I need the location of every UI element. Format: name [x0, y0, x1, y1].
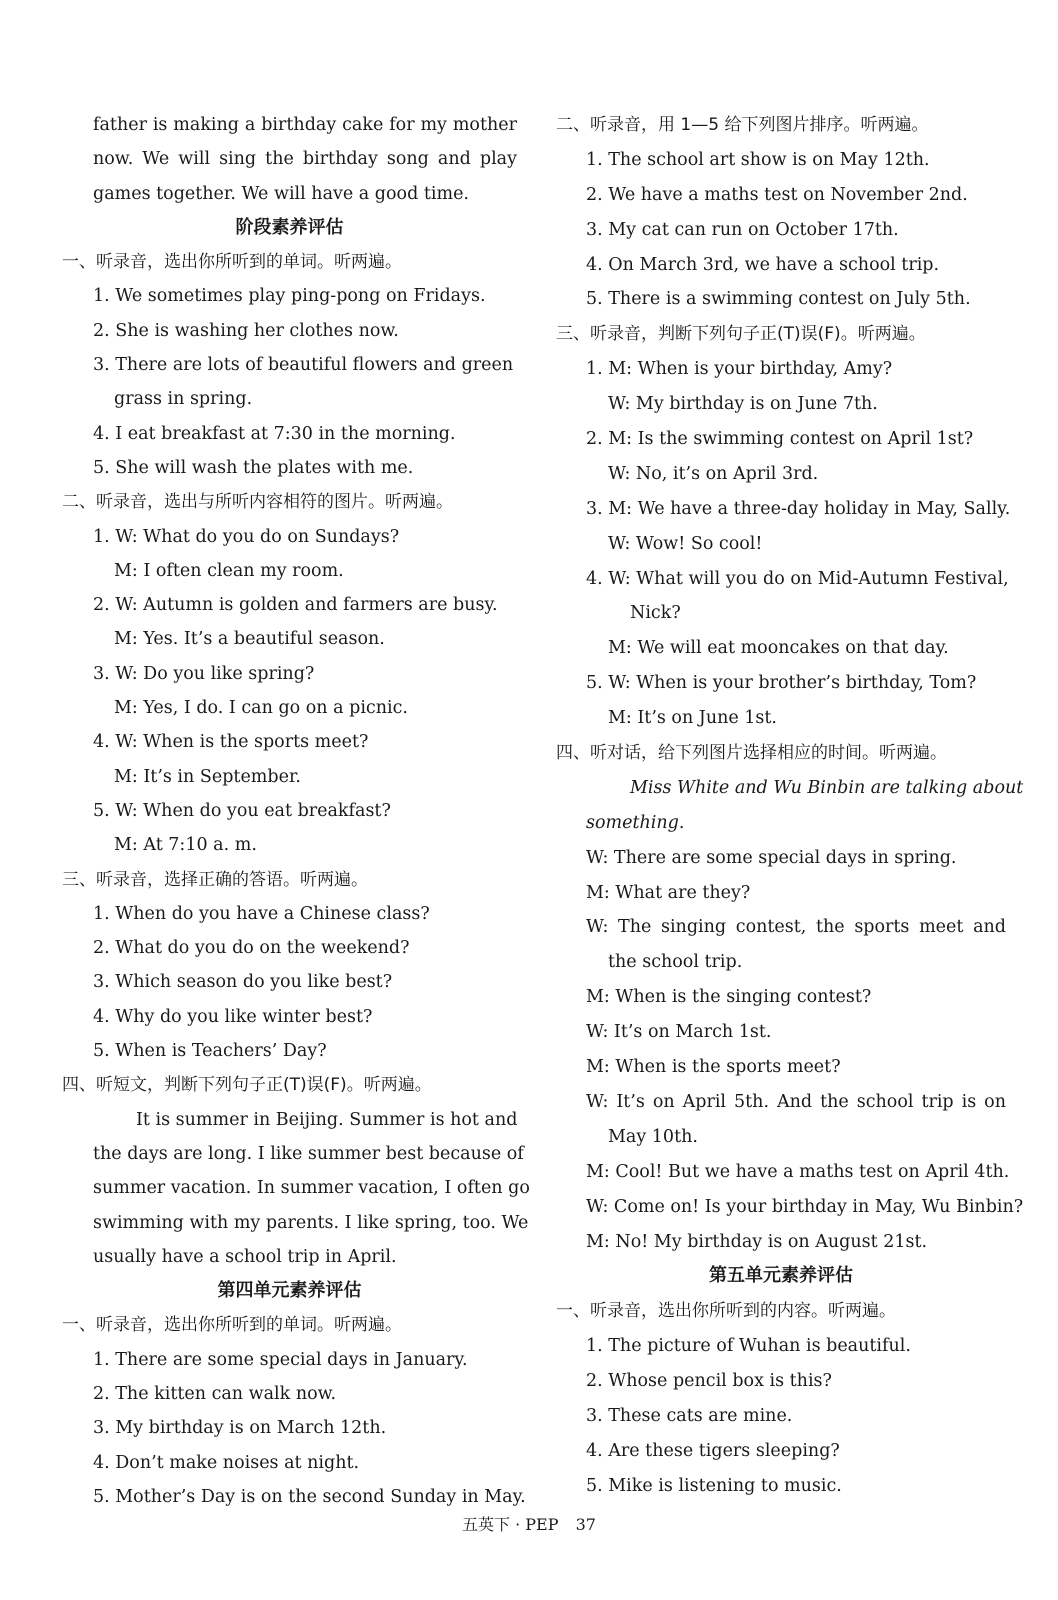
right-text-line: M: When is the sports meet?	[586, 1057, 841, 1078]
right-column	[556, 108, 1024, 1504]
left-text-line: M: Yes. It’s a beautiful season.	[114, 629, 385, 650]
right-text-line: Nick?	[630, 603, 681, 624]
left-text-line: 1. When do you have a Chinese class?	[93, 903, 430, 924]
left-text-line: 3. Which season do you like best?	[93, 972, 393, 993]
right-text-line: 4. Are these tigers sleeping?	[586, 1440, 840, 1461]
left-text-line: grass in spring.	[114, 389, 253, 410]
right-text-line: M: No! My birthday is on August 21st.	[586, 1231, 928, 1252]
left-text-line: 2. She is washing her clothes now.	[93, 320, 399, 341]
left-text-line: 4. W: When is the sports meet?	[93, 732, 369, 753]
right-text-line: W: Come on! Is your birthday in May, Wu Binbin?	[586, 1196, 1024, 1217]
left-text-line: M: At 7:10 a. m.	[114, 835, 257, 856]
left-text-line: summer vacation. In summer vacation, I often go	[93, 1178, 530, 1199]
right-text-line: 3. My cat can run on October 17th.	[586, 219, 899, 240]
right-text-line: M: It’s on June 1st.	[608, 708, 777, 729]
right-text-line: M: We will eat mooncakes on that day.	[608, 638, 949, 659]
left-question-heading: 一、听录音，选出你所听到的单词。听两遍。	[62, 1315, 402, 1336]
left-text-line: father is making a birthday cake for my mother	[93, 115, 517, 135]
right-text-line: 3. M: We have a three-day holiday in May, Sally.	[586, 498, 1011, 519]
left-text-line: 2. W: Autumn is golden and farmers are busy.	[93, 595, 498, 616]
left-text-line: 1. There are some special days in January.	[93, 1349, 468, 1370]
left-section-heading: 阶段素养评估	[235, 216, 344, 238]
left-text-line: 1. W: What do you do on Sundays?	[93, 526, 400, 547]
right-text-line: 4. On March 3rd, we have a school trip.	[586, 254, 940, 275]
left-text-line: 1. We sometimes play ping-pong on Fridays.	[93, 286, 486, 307]
right-text-line: 5. Mike is listening to music.	[586, 1475, 842, 1496]
left-text-line: the days are long. I like summer best because of	[93, 1143, 524, 1164]
right-text-line: W: My birthday is on June 7th.	[608, 394, 878, 415]
left-text-line: 4. I eat breakfast at 7:30 in the morning.	[93, 423, 456, 444]
left-text-line: swimming with my parents. I like spring, too. We	[93, 1212, 529, 1233]
left-text-line: 3. W: Do you like spring?	[93, 663, 315, 684]
left-text-line: 5. Mother’s Day is on the second Sunday in May.	[93, 1486, 526, 1507]
right-text-line: 5. W: When is your brother’s birthday, Tom?	[586, 673, 977, 694]
right-text-line: W: No, it’s on April 3rd.	[608, 463, 819, 484]
left-text-line: 3. My birthday is on March 12th.	[93, 1418, 387, 1439]
right-text-line: M: What are they?	[586, 882, 751, 903]
left-text-line: 4. Why do you like winter best?	[93, 1006, 373, 1027]
left-text-line: 5. She will wash the plates with me.	[93, 457, 414, 478]
right-text-line: 4. W: What will you do on Mid-Autumn Festival,	[586, 568, 1009, 589]
left-text-line: M: It’s in September.	[114, 766, 301, 787]
right-text-line: M: Cool! But we have a maths test on April 4th.	[586, 1161, 1010, 1182]
left-text-line: M: Yes, I do. I can go on a picnic.	[114, 698, 408, 719]
left-question-heading: 三、听录音，选择正确的答语。听两遍。	[62, 869, 368, 890]
right-text-line: M: When is the singing contest?	[586, 987, 872, 1008]
right-text-line: W: It’s on March 1st.	[586, 1022, 772, 1043]
left-text-line: usually have a school trip in April.	[93, 1246, 397, 1267]
left-question-heading: 一、听录音，选出你所听到的单词。听两遍。	[62, 252, 402, 273]
right-text-line: May 10th.	[608, 1126, 698, 1147]
page-footer	[0, 1512, 1058, 1535]
right-text-line: 2. We have a maths test on November 2nd.	[586, 184, 968, 205]
right-question-heading: 四、听对话，给下列图片选择相应的时间。听两遍。	[556, 743, 947, 764]
right-text-line: Miss White and Wu Binbin are talking about	[630, 777, 1024, 798]
right-text-line: 2. M: Is the swimming contest on April 1st?	[586, 429, 974, 450]
left-text-line: games together. We will have a good time.	[93, 183, 469, 204]
right-text-line: 3. These cats are mine.	[586, 1405, 793, 1426]
right-section-heading: 第五单元素养评估	[709, 1265, 853, 1287]
left-text-line: now. We will sing the birthday song and play	[93, 149, 517, 170]
right-question-heading: 二、听录音，用 1—5 给下列图片排序。听两遍。	[556, 115, 929, 135]
right-text-line: W: It’s on April 5th. And the school trip is on	[586, 1091, 1006, 1112]
right-text-line: 1. The picture of Wuhan is beautiful.	[586, 1336, 911, 1357]
right-text-line: the school trip.	[608, 952, 743, 973]
right-question-heading: 三、听录音，判断下列句子正(T)误(F)。听两遍。	[556, 324, 926, 345]
left-text-line: M: I often clean my room.	[114, 560, 344, 581]
right-text-line: W: There are some special days in spring.	[586, 847, 957, 868]
right-text-line: 1. M: When is your birthday, Amy?	[586, 359, 893, 380]
footer-label: 五英下 · PEP	[462, 1515, 559, 1534]
left-text-line: 5. W: When do you eat breakfast?	[93, 800, 391, 821]
left-text-line: 2. What do you do on the weekend?	[93, 938, 410, 959]
left-column	[62, 108, 530, 1514]
left-text-line: 3. There are lots of beautiful flowers and green	[93, 355, 514, 376]
page-number: 37	[575, 1515, 596, 1534]
left-question-heading: 四、听短文，判断下列句子正(T)误(F)。听两遍。	[62, 1075, 432, 1096]
right-text-line: W: The singing contest, the sports meet and	[586, 917, 1006, 938]
left-text-line: It is summer in Beijing. Summer is hot and	[136, 1109, 518, 1130]
left-text-line: 2. The kitten can walk now.	[93, 1383, 337, 1404]
left-text-line: 5. When is Teachers’ Day?	[93, 1041, 327, 1062]
right-text-line: 2. Whose pencil box is this?	[586, 1371, 832, 1392]
right-text-line: 1. The school art show is on May 12th.	[586, 149, 930, 170]
right-text-line: something.	[586, 812, 685, 833]
left-question-heading: 二、听录音，选出与所听内容相符的图片。听两遍。	[62, 492, 453, 513]
left-text-line: 4. Don’t make noises at night.	[93, 1452, 360, 1473]
left-section-heading: 第四单元素养评估	[217, 1280, 362, 1302]
right-question-heading: 一、听录音，选出你所听到的内容。听两遍。	[556, 1301, 896, 1322]
right-text-line: 5. There is a swimming contest on July 5th.	[586, 289, 971, 310]
right-text-line: W: Wow! So cool!	[608, 533, 763, 554]
